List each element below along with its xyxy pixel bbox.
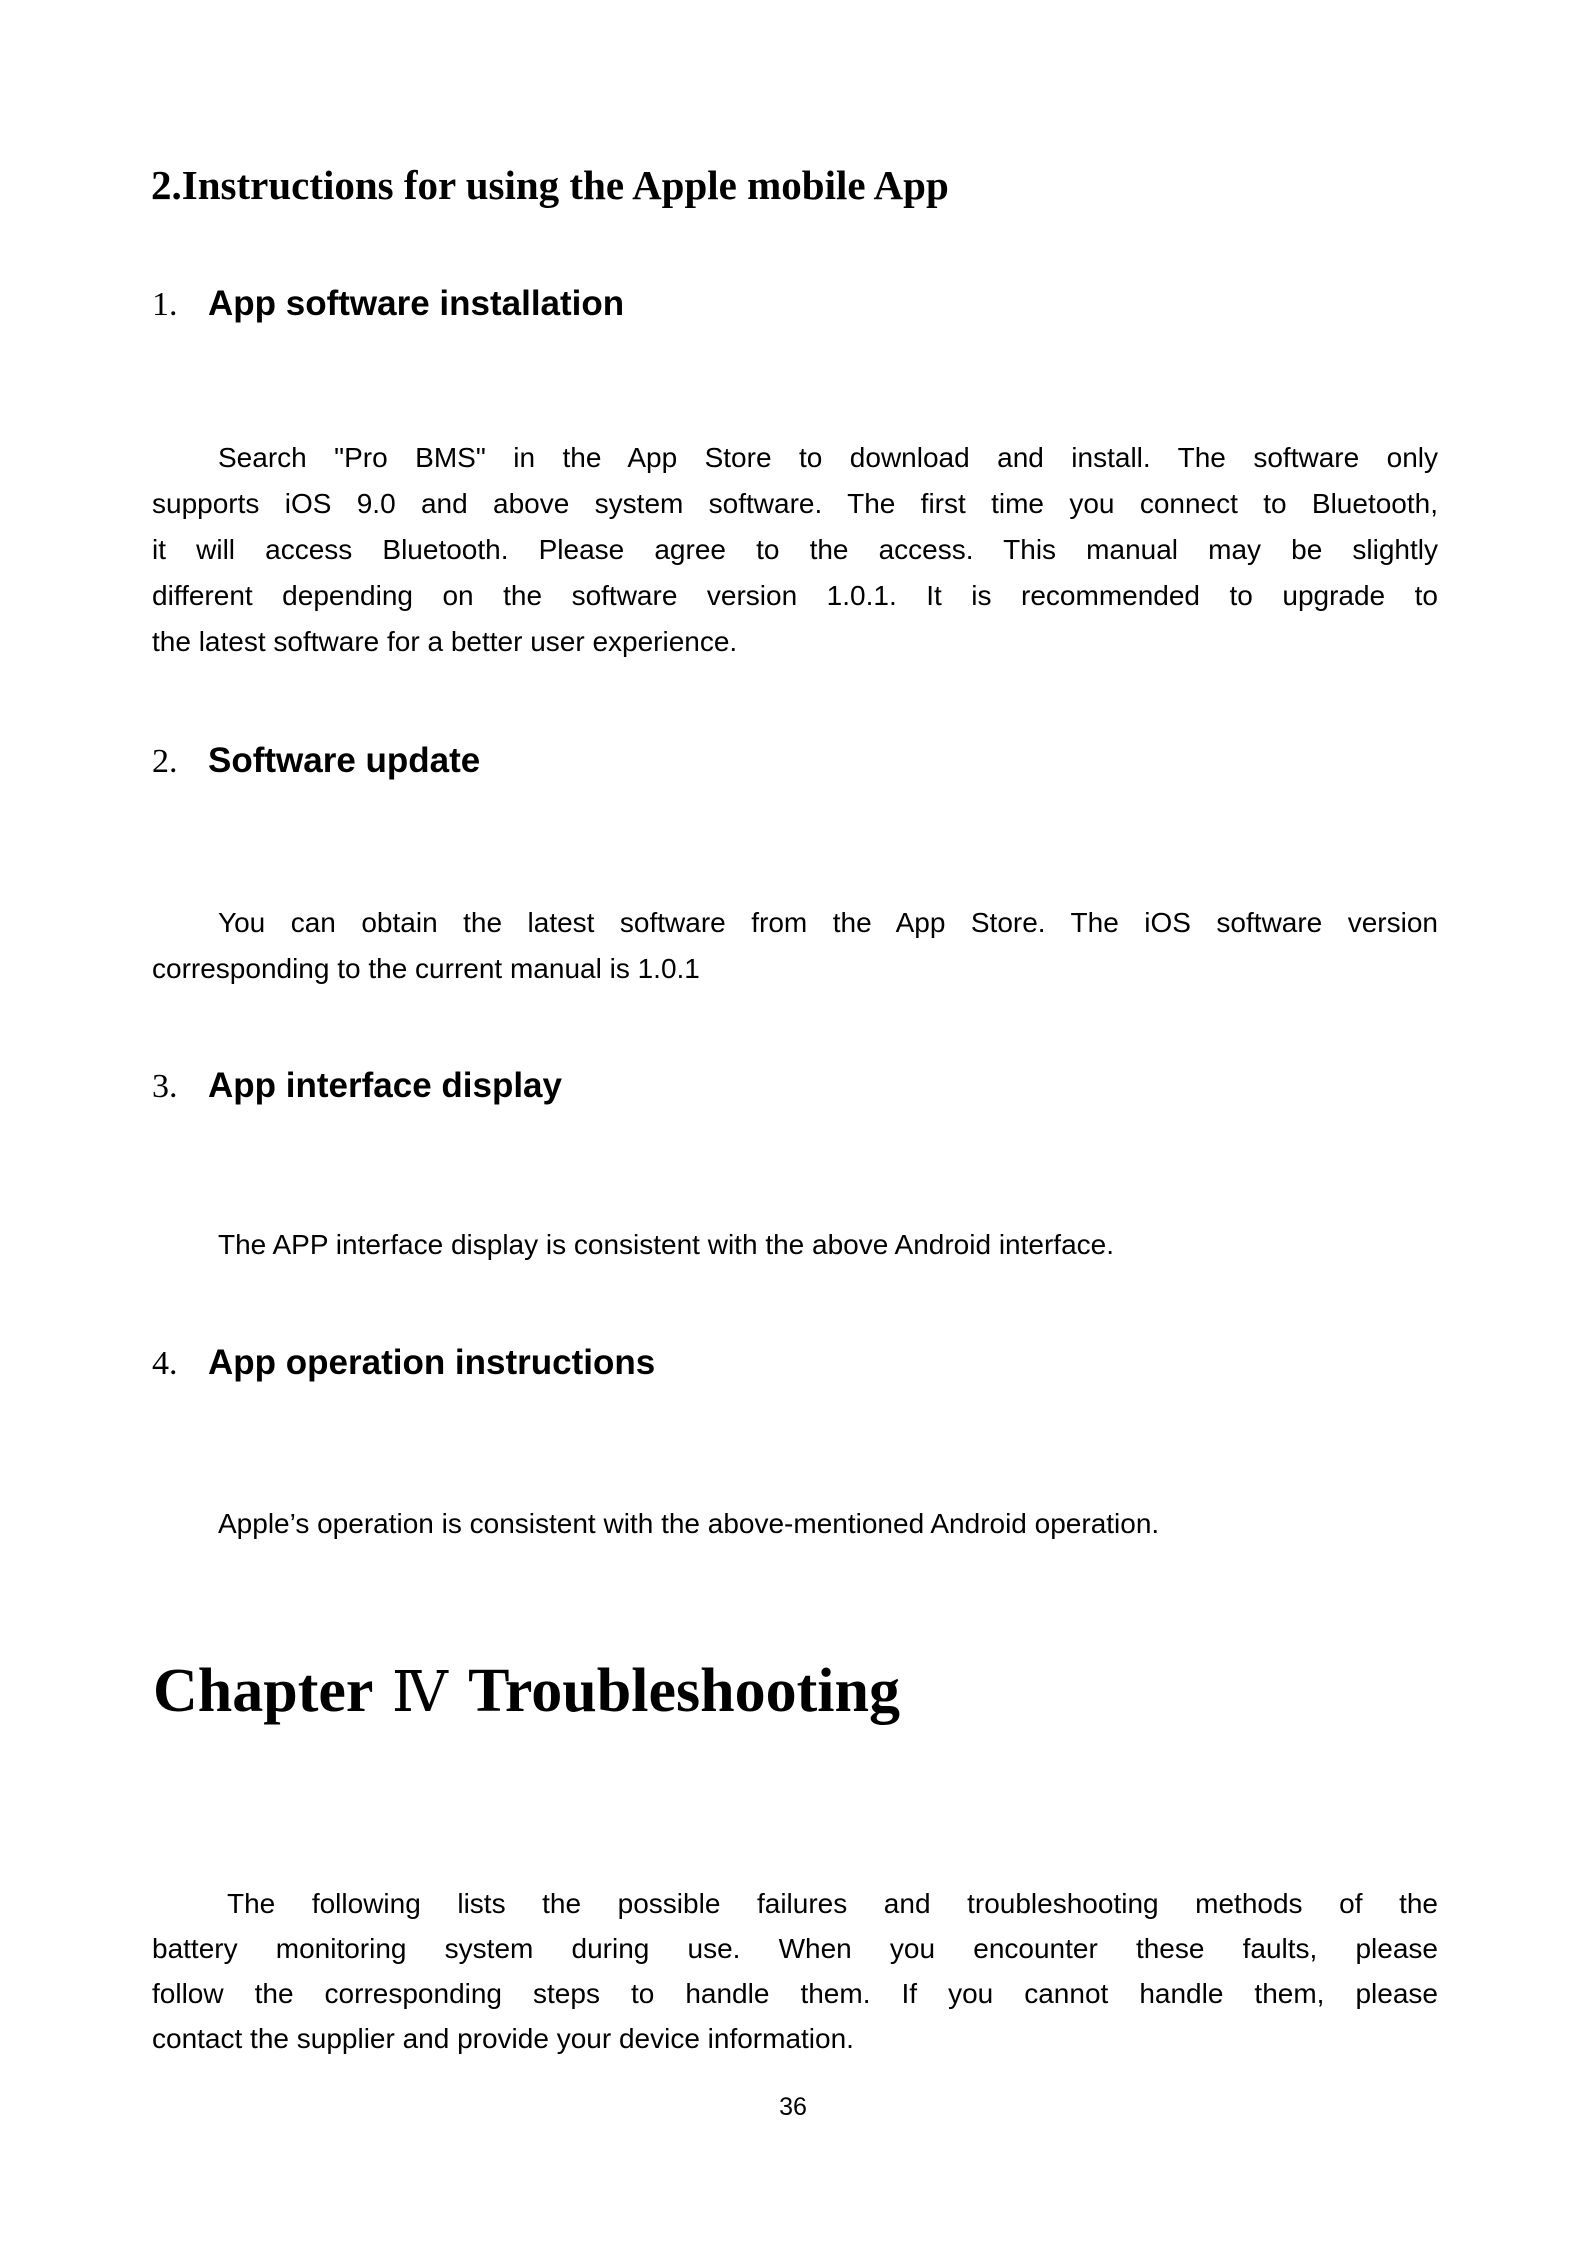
paragraph-software-update	[152, 900, 1438, 992]
paragraph-line: it will access Bluetooth. Please agree to the access. This manual may be slightly	[152, 534, 1438, 565]
subsection-title: App operation instructions	[208, 1343, 656, 1382]
paragraph-line: The following lists the possible failures and troubleshooting methods of the	[227, 1888, 1438, 1919]
paragraph-line: follow the corresponding steps to handle them. If you cannot handle them, please	[152, 1978, 1438, 2009]
paragraph-line: battery monitoring system during use. When you encounter these faults, please	[152, 1933, 1438, 1964]
subsection-title: App software installation	[208, 284, 625, 323]
subsection-number: 2.	[152, 743, 178, 780]
page-number: 36	[779, 2093, 807, 2121]
subsection-number: 4.	[152, 1345, 178, 1382]
subsection-heading-app-operation-instructions	[152, 1341, 655, 1385]
subsection-number: 1.	[152, 286, 178, 323]
paragraph-line: contact the supplier and provide your device information.	[152, 2023, 854, 2054]
paragraph-line: corresponding to the current manual is 1.0.1	[152, 953, 700, 984]
chapter-title	[153, 1655, 900, 1729]
chapter-numeral: Ⅳ	[391, 1660, 448, 1725]
subsection-heading-app-software-installation	[152, 282, 624, 326]
chapter-prefix: Chapter	[153, 1657, 373, 1725]
paragraph-app-operation	[152, 1501, 1438, 1547]
subsection-title: Software update	[208, 741, 481, 780]
subsection-heading-software-update	[152, 739, 480, 783]
subsection-heading-app-interface-display	[152, 1064, 562, 1108]
paragraph-line: Apple’s operation is consistent with the above-mentioned Android operation.	[218, 1508, 1160, 1539]
paragraph-line: different depending on the software version 1.0.1. It is recommended to upgrade to	[152, 580, 1438, 611]
paragraph-line: You can obtain the latest software from the App Store. The iOS software version	[218, 907, 1438, 938]
chapter-name: Troubleshooting	[468, 1657, 900, 1725]
paragraph-line: the latest software for a better user experience.	[152, 626, 738, 657]
paragraph-line: The APP interface display is consistent with the above Android interface.	[218, 1229, 1114, 1260]
section-title: 2.Instructions for using the Apple mobile App	[151, 162, 949, 208]
paragraph-line: Search "Pro BMS" in the App Store to download and install. The software only	[218, 442, 1438, 473]
paragraph-troubleshooting-intro	[152, 1881, 1438, 2061]
subsection-title: App interface display	[208, 1066, 562, 1105]
subsection-number: 3.	[152, 1068, 178, 1105]
paragraph-app-installation	[152, 435, 1438, 665]
paragraph-app-interface	[152, 1222, 1438, 1268]
paragraph-line: supports iOS 9.0 and above system software. The first time you connect to Bluetooth,	[152, 488, 1438, 519]
